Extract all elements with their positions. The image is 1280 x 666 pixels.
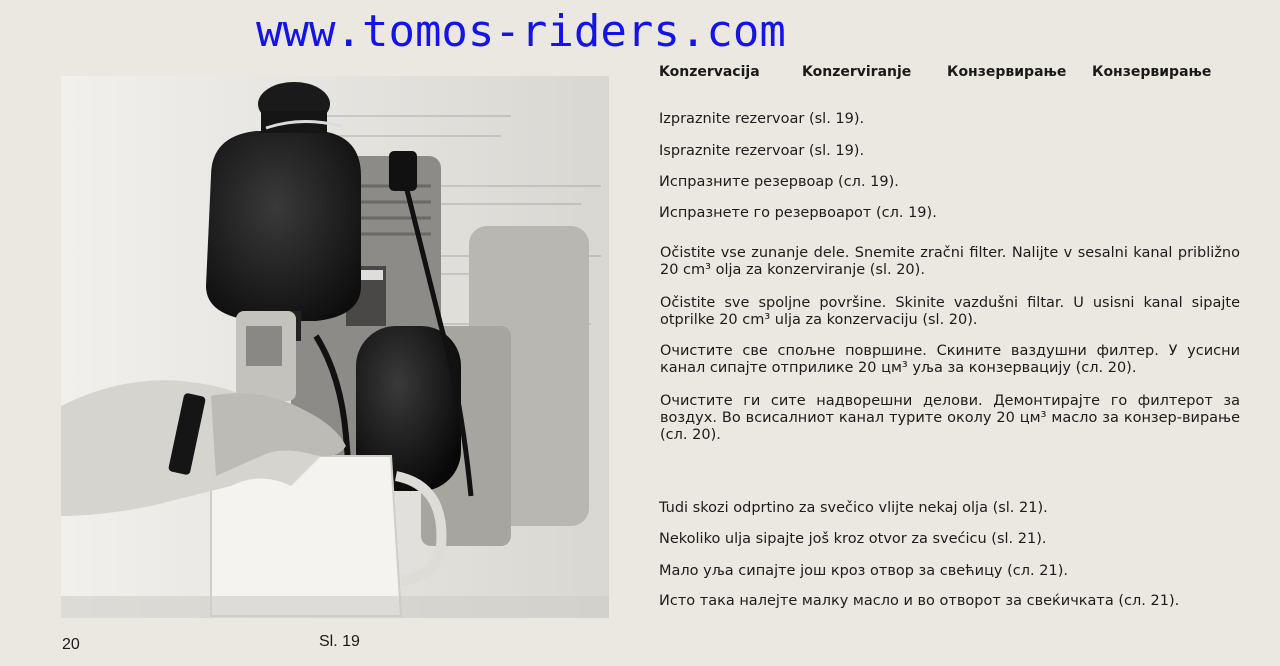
engine-illustration [61, 76, 609, 618]
oil-line-serbian: Мало уља сипајте још кроз отвор за свећицу (сл. 21). [659, 563, 1068, 579]
drain-line-slovenian: Izpraznite rezervoar (sl. 19). [659, 111, 865, 127]
site-watermark: www.tomos-riders.com [256, 6, 786, 57]
figure-caption: Sl. 19 [319, 633, 360, 650]
drain-line-croatian: Ispraznite rezervoar (sl. 19). [659, 143, 865, 159]
oil-line-macedonian: Исто така налејте малку масло и во отворот за свеќичката (сл. 21). [659, 593, 1180, 609]
engine-photo [61, 76, 609, 618]
heading-croatian: Konzerviranje [802, 64, 912, 80]
heading-macedonian: Конзервирање [1092, 64, 1212, 80]
oil-line-slovenian: Tudi skozi odprtino za svečico vlijte nekaj olja (sl. 21). [659, 500, 1048, 516]
drain-line-serbian: Испразните резервоар (сл. 19). [659, 174, 899, 190]
language-headings [659, 64, 1259, 86]
clean-paragraph-macedonian: Очистите ги сите надворешни делови. Демонтирајте го филтерот за воздух. Во всисалниот канал турите околу 20 цм³ масло за конзер-вирање (сл. 20). [660, 393, 1240, 443]
clean-paragraph-croatian: Očistite sve spoljne površine. Skinite vazdušni filtar. U usisni kanal sipajte otprilke 20 cm³ ulja za konzervaciju (sl. 20). [660, 295, 1240, 328]
page-number: 20 [62, 636, 80, 653]
clean-paragraph-slovenian: Očistite vse zunanje dele. Snemite zračni filter. Nalijte v sesalni kanal približno 20 cm³ olja za konzerviranje (sl. 20). [660, 245, 1240, 278]
oil-line-croatian: Nekoliko ulja sipajte još kroz otvor za svećicu (sl. 21). [659, 531, 1047, 547]
heading-slovenian: Konzervacija [659, 64, 760, 80]
clean-paragraph-serbian: Очистите све спољне површине. Скините ваздушни филтер. У усисни канал сипајте отприлике 20 цм³ уља за конзервацију (сл. 20). [660, 343, 1240, 376]
drain-line-macedonian: Испразнете го резервоарот (сл. 19). [659, 205, 937, 221]
heading-serbian: Конзервирање [947, 64, 1067, 80]
